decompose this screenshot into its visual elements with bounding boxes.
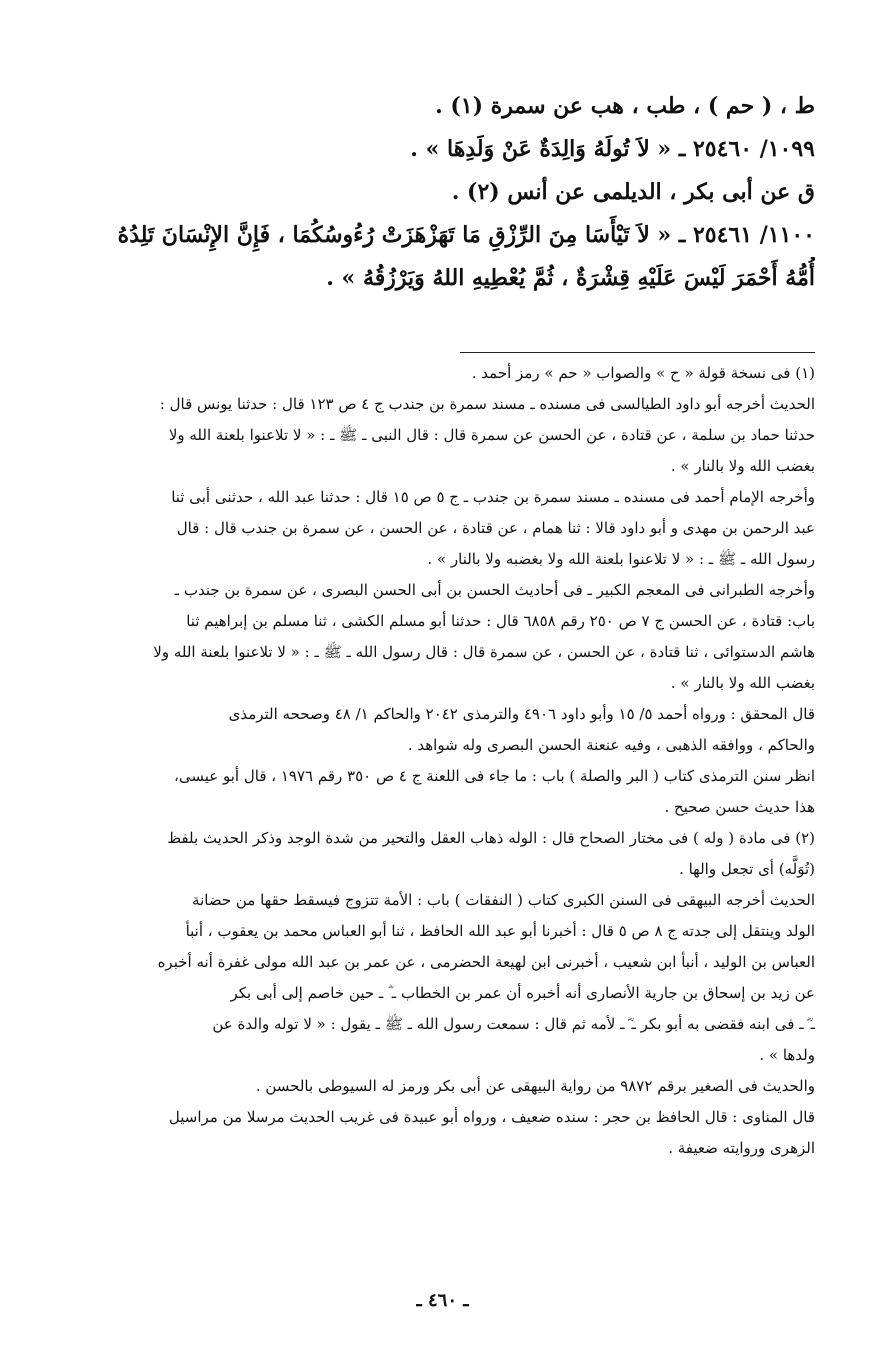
footnote-line: بغضب الله ولا بالنار » . bbox=[670, 457, 815, 475]
footnote-line: الزهرى وروايته ضعيفة . bbox=[668, 1139, 815, 1157]
footnote-line: الولد وينتقل إلى جدته ج ٨ ص ٥ قال : أخبرنا أبو عبد الله الحافظ ، ثنا أبو العباس محمد بن يعقوب ، أنبأ bbox=[185, 922, 815, 940]
footnote-line: رسول الله ـ ﷺ ـ : « لا تلاعنوا بلعنة الله ولا بغضبه ولا بالنار » . bbox=[427, 550, 815, 568]
footnote-line: قال المحقق : ورواه أحمد ٥/ ١٥ وأبو داود ٤٩٠٦ والترمذى ٢٠٤٢ والحاكم ١/ ٤٨ وصححه الترمذى bbox=[228, 705, 815, 723]
footnote-line: وأخرجه الطبرانى فى المعجم الكبير ـ فى أحاديث الحسن بن أبى الحسن البصرى ، عن سمرة بن جندب ـ bbox=[174, 581, 815, 599]
footnote-line: هذا حديث حسن صحيح . bbox=[664, 798, 815, 816]
footnote-line: باب: قتادة ، عن الحسن ج ٧ ص ٢٥٠ رقم ٦٨٥٨ قال : حدثنا أبو مسلم الكشى ، ثنا مسلم بن إبراهيم ثنا bbox=[186, 612, 815, 630]
footnote-line: انظر سنن الترمذى كتاب ( البر والصلة ) باب : ما جاء فى اللعنة ج ٤ ص ٣٥٠ رقم ١٩٧٦ ، قال أبو عيسى، bbox=[174, 767, 815, 785]
footnote-line: الحديث أخرجه أبو داود الطيالسى فى مسنده ـ مسند سمرة بن جندب ج ٤ ص ١٢٣ قال : حدثنا يونس قال : bbox=[159, 395, 815, 413]
main-line: ١١٠٠/ ٢٥٤٦١ ـ « لاَ تَيْأَسَا مِنَ الرِّزْقِ مَا تَهَزْهَزَتْ رُءُوسُكُمَا ، فَإِنَّ الإِنْسَانَ تَلِدُهُ bbox=[117, 222, 815, 248]
footnote-line: هاشم الدستوائى ، ثنا قتادة ، عن الحسن ، عن سمرة قال : قال رسول الله ـ ﷺ ـ : « لا تلاعنوا بلعنة الله ولا bbox=[153, 643, 815, 661]
footnotes bbox=[40, 358, 815, 1164]
main-line: ط ، ( حم ) ، طب ، هب عن سمرة (١) . bbox=[435, 93, 815, 119]
footnote-line: (تُوَلَّه) أى تجعل والها . bbox=[679, 860, 815, 878]
footnote-line: حدثنا حماد بن سلمة ، عن قتادة ، عن الحسن عن سمرة قال : قال النبى ـ ﷺ ـ : « لا تلاعنوا بلعنة الله ولا bbox=[168, 426, 815, 444]
footnote-line: عبد الرحمن بن مهدى و أبو داود قالا : ثنا همام ، عن قتادة ، عن الحسن ، عن سمرة بن جندب قال : قال bbox=[176, 519, 815, 537]
footnote-line: (١) فى نسخة قولة « ح » والصواب « حم » رمز أحمد . bbox=[471, 364, 815, 382]
footnote-line: (٢) فى مادة ( وله ) فى مختار الصحاح قال : الوله ذهاب العقل والتحير من شدة الوجد وذكر الحديث بلفظ bbox=[167, 829, 815, 847]
footnote-line: والحديث فى الصغير برقم ٩٨٧٢ من رواية البيهقى عن أبى بكر ورمز له السيوطى بالحسن . bbox=[255, 1077, 815, 1095]
page-number: ـ ٤٦٠ ـ bbox=[416, 1290, 469, 1311]
footnote-line: الحديث أخرجه البيهقى فى السنن الكبرى كتاب ( النفقات ) باب : الأمة تتزوج فيسقط حقها من حضانة bbox=[192, 891, 815, 909]
main-line: أُمُّهُ أَحْمَرَ لَيْسَ عَلَيْهِ قِشْرَةٌ ، ثُمَّ يُعْطِيهِ اللهُ وَيَرْزُقُهُ » . bbox=[326, 265, 815, 291]
footnote-line: عن زيد بن إسحاق بن جارية الأنصارى أنه أخبره أن عمر بن الخطاب ـ ؓ ـ حين خاصم إلى أبى بكر bbox=[230, 984, 815, 1002]
main-line: ق عن أبى بكر ، الديلمى عن أنس (٢) . bbox=[451, 179, 815, 205]
footnote-line: ـ ؓ ـ فى ابنه فقضى به أبو بكر ـ ؓ ـ لأمه ثم قال : سمعت رسول الله ـ ﷺ ـ يقول : « لا توله والدة عن bbox=[212, 1015, 815, 1033]
main-line: ١٠٩٩/ ٢٥٤٦٠ ـ « لاَ تُولَهُ وَالِدَةٌ عَنْ وَلَدِهَا » . bbox=[410, 136, 815, 162]
footnote-line: العباس بن الوليد ، أنبأ ابن شعيب ، أخبرنى ابن لهيعة الحضرمى ، عن عمر بن عبد الله مولى غفرة أنه أخبره bbox=[157, 953, 815, 971]
footnote-line: ولدها » . bbox=[759, 1046, 815, 1064]
footnote-line: قال المناوى : قال الحافظ بن حجر : سنده ضعيف ، ورواه أبو عبيدة فى غريب الحديث مرسلا من مراسيل bbox=[168, 1108, 815, 1126]
footnote-line: بغضب الله ولا بالنار » . bbox=[670, 674, 815, 692]
main-text bbox=[40, 85, 815, 300]
footnote-line: وأخرجه الإمام أحمد فى مسنده ـ مسند سمرة بن جندب ـ ج ٥ ص ١٥ قال : حدثنا عبد الله ، حدثنى أبى ثنا bbox=[171, 488, 815, 506]
footnote-line: والحاكم ، ووافقه الذهبى ، وفيه عنعنة الحسن البصرى وله شواهد . bbox=[407, 736, 815, 754]
footnote-separator bbox=[460, 352, 815, 353]
